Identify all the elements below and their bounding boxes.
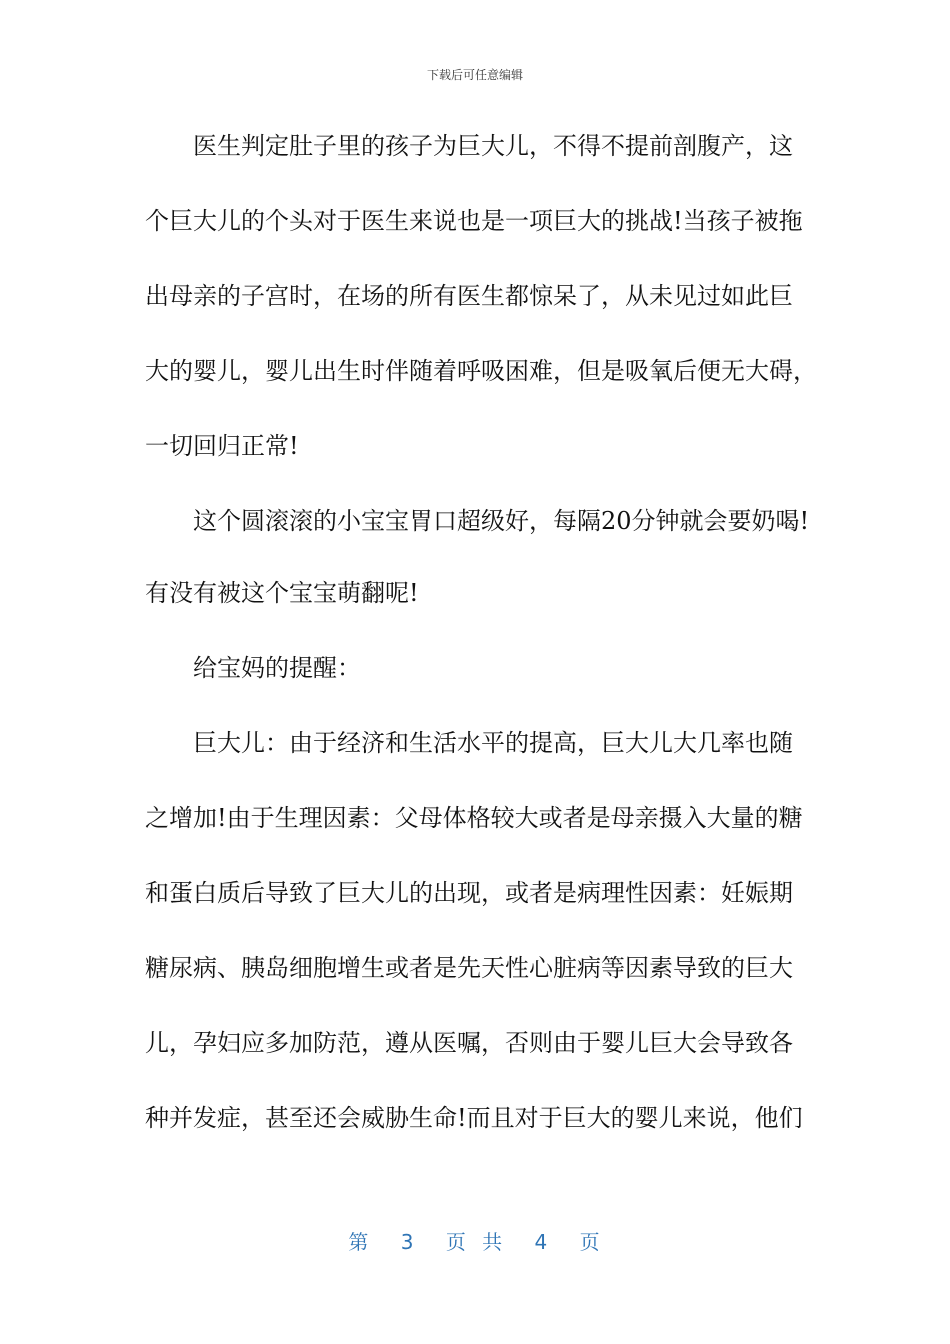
paragraph-1-line-4: 大的婴儿，婴儿出生时伴随着呼吸困难，但是吸氧后便无大碍， <box>145 357 817 385</box>
paragraph-1-line-3: 出母亲的子宫时，在场的所有医生都惊呆了，从未见过如此巨 <box>145 282 793 310</box>
paragraph-2-line-2: 有没有被这个宝宝萌翻呢! <box>145 579 419 607</box>
paragraph-4-line-3: 和蛋白质后导致了巨大儿的出现，或者是病理性因素：妊娠期 <box>145 879 793 907</box>
paragraph-2-line-1: 这个圆滚滚的小宝宝胃口超级好，每隔20分钟就会要奶喝! <box>193 507 810 535</box>
paragraph-4-line-2: 之增加!由于生理因素：父母体格较大或者是母亲摄入大量的糖 <box>145 804 803 832</box>
footer-label-of: 页 共 <box>445 1230 505 1254</box>
footer-total-pages: 4 <box>534 1230 550 1254</box>
paragraph-3-line-1: 给宝妈的提醒： <box>193 654 361 682</box>
paragraph-1-line-5: 一切回归正常! <box>145 432 299 460</box>
paragraph-4-line-6: 种并发症，甚至还会威胁生命!而且对于巨大的婴儿来说，他们 <box>145 1104 803 1132</box>
footer-current-page: 3 <box>400 1230 416 1254</box>
paragraph-4-line-1: 巨大儿：由于经济和生活水平的提高，巨大儿大几率也随 <box>193 729 793 757</box>
page-footer <box>0 1226 950 1255</box>
paragraph-4-line-4: 糖尿病、胰岛细胞增生或者是先天性心脏病等因素导致的巨大 <box>145 954 793 982</box>
paragraph-4-line-5: 儿，孕妇应多加防范，遵从医嘱，否则由于婴儿巨大会导致各 <box>145 1029 793 1057</box>
page-header-note: 下载后可任意编辑 <box>426 68 523 82</box>
footer-label-page: 第 <box>348 1230 371 1254</box>
footer-label-end: 页 <box>579 1230 602 1254</box>
paragraph-1-line-2: 个巨大儿的个头对于医生来说也是一项巨大的挑战!当孩子被拖 <box>145 207 803 235</box>
paragraph-1-line-1: 医生判定肚子里的孩子为巨大儿，不得不提前剖腹产，这 <box>193 132 793 160</box>
